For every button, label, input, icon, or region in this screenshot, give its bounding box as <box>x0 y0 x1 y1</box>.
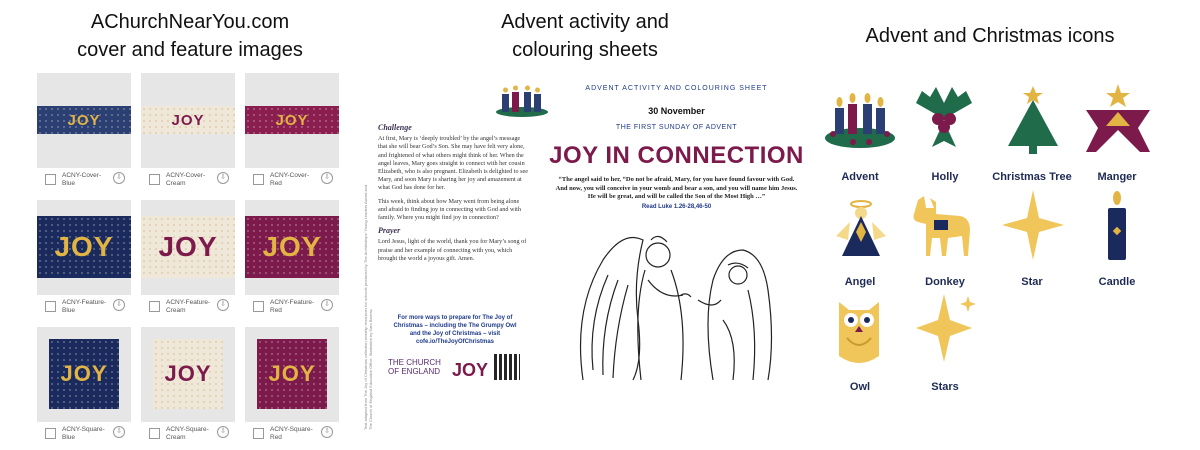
prayer-text: Lord Jesus, light of the world, thank you for Mary’s song of praise and her example of connecting with you, which brought the world a joyous gift. Amen. <box>378 238 527 262</box>
square-thumbnail[interactable] <box>245 327 339 422</box>
square-banner <box>153 339 223 409</box>
icon-label-christmas-tree: Christmas Tree <box>992 171 1072 183</box>
square-caption <box>37 422 131 450</box>
feature-label: ACNY-Feature-Blue <box>62 299 107 314</box>
manger-icon[interactable] <box>1084 84 1152 154</box>
cover-thumbnail[interactable] <box>37 73 131 168</box>
download-icon[interactable]: ⇩ <box>113 299 125 311</box>
joy-wordmark: JOY <box>275 111 309 129</box>
feature-card[interactable] <box>245 200 339 323</box>
download-icon[interactable]: ⇩ <box>321 172 333 184</box>
download-icon[interactable]: ⇩ <box>217 299 229 311</box>
feature-card[interactable] <box>141 200 235 323</box>
square-banner <box>49 339 119 409</box>
cover-card[interactable] <box>245 73 339 196</box>
icon-label-candle: Candle <box>1098 276 1136 288</box>
cover-banner <box>141 106 235 134</box>
joy-wordmark: JOY <box>262 231 322 262</box>
cover-label: ACNY-Cover-Red <box>270 172 310 187</box>
christmas-tree-icon[interactable] <box>1004 84 1062 154</box>
download-icon[interactable]: ⇩ <box>217 426 229 438</box>
sheet-date: 30 November <box>648 106 705 116</box>
sheets-section-title <box>440 8 730 64</box>
cover-caption <box>37 168 131 196</box>
joy-wordmark: JOY <box>54 231 114 262</box>
colouring-illustration <box>563 220 793 385</box>
vertical-credit-text: Text adapted from The Joy of Christmas collection worship resources for schools produced by The Archbishops’ Young Leaders Award and The Church of England Education Office. Illustration by Sam Barrow. <box>363 184 373 430</box>
church-of-england-logo <box>388 358 441 376</box>
holly-icon[interactable] <box>912 83 976 153</box>
cover-banner <box>245 106 339 134</box>
sheets-title-line1: Advent activity and <box>501 11 669 33</box>
joy-wordmark: JOY <box>67 111 101 129</box>
square-thumbnail[interactable] <box>141 327 235 422</box>
select-checkbox[interactable] <box>253 301 264 312</box>
coe-line2: OF ENGLAND <box>388 367 441 376</box>
sheet-header: ADVENT ACTIVITY AND COLOURING SHEET <box>585 85 768 92</box>
cover-card[interactable] <box>141 73 235 196</box>
cover-caption <box>245 168 339 196</box>
cover-title-line2: cover and feature images <box>77 39 303 61</box>
icon-label-stars: Stars <box>931 381 959 393</box>
icon-label-angel: Angel <box>844 276 876 288</box>
stars-icon[interactable] <box>914 294 978 368</box>
download-icon[interactable]: ⇩ <box>217 172 229 184</box>
select-checkbox[interactable] <box>149 428 160 439</box>
square-label: ACNY-Square-Blue <box>62 426 105 441</box>
prayer-heading: Prayer <box>378 226 401 236</box>
joy-wordmark: JOY <box>171 111 205 129</box>
joy-logo: JOY <box>452 360 489 380</box>
feature-banner <box>37 216 131 278</box>
sheet-subtitle: THE FIRST SUNDAY OF ADVENT <box>615 124 738 131</box>
square-banner <box>257 339 327 409</box>
download-icon[interactable]: ⇩ <box>113 426 125 438</box>
square-caption <box>245 422 339 450</box>
joy-wordmark: JOY <box>60 361 108 386</box>
download-icon[interactable]: ⇩ <box>113 172 125 184</box>
feature-caption <box>141 295 235 323</box>
cover-section-title <box>40 8 340 64</box>
select-checkbox[interactable] <box>149 301 160 312</box>
bible-quote: “The angel said to her, “Do not be afraid, Mary, for you have found favour with God. And now, you will conceive in your womb and bear a son, and you will name him Jesus. He will be great, and will be called the Son of the Most High …” <box>555 176 798 200</box>
select-checkbox[interactable] <box>45 428 56 439</box>
select-checkbox[interactable] <box>45 301 56 312</box>
advent-wreath-icon <box>494 82 550 118</box>
sheets-title-line2: colouring sheets <box>512 39 658 61</box>
download-icon[interactable]: ⇩ <box>321 426 333 438</box>
feature-caption <box>37 295 131 323</box>
feature-thumbnail[interactable] <box>37 200 131 295</box>
angel-icon[interactable] <box>836 192 886 262</box>
download-icon[interactable]: ⇩ <box>321 299 333 311</box>
promo-text: For more ways to prepare for The Joy of Christmas – including the The Grumpy Owl and the Joy of Christmas – visit cofe.io/TheJoyOfChristmas <box>393 315 517 345</box>
vertical-credit <box>358 184 373 440</box>
square-label: ACNY-Square-Cream <box>166 426 209 441</box>
cover-thumbnail[interactable] <box>141 73 235 168</box>
feature-banner <box>141 216 235 278</box>
icon-label-star: Star <box>1021 276 1043 288</box>
feature-label: ACNY-Feature-Cream <box>166 299 211 314</box>
square-label: ACNY-Square-Red <box>270 426 313 441</box>
candle-icon[interactable] <box>1104 190 1130 262</box>
cover-title-line1: AChurchNearYou.com <box>90 11 290 33</box>
sheet-title: JOY IN CONNECTION <box>549 142 804 169</box>
select-checkbox[interactable] <box>45 174 56 185</box>
cover-caption <box>141 168 235 196</box>
coe-line1: THE CHURCH <box>388 358 441 367</box>
icon-label-owl: Owl <box>849 381 871 393</box>
feature-banner <box>245 216 339 278</box>
icon-label-holly: Holly <box>931 171 959 183</box>
challenge-column <box>378 124 528 268</box>
cover-label: ACNY-Cover-Cream <box>166 172 206 187</box>
owl-icon[interactable] <box>833 296 885 370</box>
challenge-paragraph: This week, think about how Mary went from being alone and afraid to finding joy in connecting with God and with family. Where you might find joy in connection? <box>378 197 521 222</box>
challenge-paragraph: At first, Mary is ‘deeply troubled’ by the angel’s message that she will bear God’s Son. She may have felt very alone, and frightened of what others might think of her. When the angel leaves, Mary goes straight to connect with her cousin Elizabeth, who is also pregnant. Elizabeth is delighted to see Mary, and soon Mary is sharing her joy and amazement at what God has done for her. <box>378 135 529 192</box>
bible-reference: Read Luke 1.26-28,46-50 <box>641 204 712 210</box>
advent-icon[interactable] <box>823 90 897 150</box>
activity-sheet[interactable] <box>358 70 805 430</box>
select-checkbox[interactable] <box>253 174 264 185</box>
square-caption <box>141 422 235 450</box>
select-checkbox[interactable] <box>253 428 264 439</box>
feature-label: ACNY-Feature-Red <box>270 299 315 314</box>
square-card[interactable] <box>37 327 131 450</box>
icons-section-title: Advent and Christmas icons <box>865 25 1115 47</box>
square-thumbnail[interactable] <box>37 327 131 422</box>
joy-wordmark: JOY <box>158 231 218 262</box>
feature-thumbnail[interactable] <box>141 200 235 295</box>
joy-wordmark: JOY <box>268 361 316 386</box>
cover-banner <box>37 106 131 134</box>
star-icon[interactable] <box>1002 190 1064 260</box>
cover-label: ACNY-Cover-Blue <box>62 172 102 187</box>
qr-code <box>494 354 520 380</box>
joy-wordmark: JOY <box>164 361 212 386</box>
square-card[interactable] <box>245 327 339 450</box>
feature-card[interactable] <box>37 200 131 323</box>
select-checkbox[interactable] <box>149 174 160 185</box>
square-card[interactable] <box>141 327 235 450</box>
icon-label-advent: Advent <box>841 171 879 183</box>
feature-thumbnail[interactable] <box>245 200 339 295</box>
cover-thumbnail[interactable] <box>245 73 339 168</box>
cover-card[interactable] <box>37 73 131 196</box>
feature-caption <box>245 295 339 323</box>
icon-label-donkey: Donkey <box>925 276 965 288</box>
challenge-heading: Challenge <box>378 123 412 132</box>
icon-label-manger: Manger <box>1097 171 1137 183</box>
donkey-icon[interactable] <box>910 194 976 260</box>
